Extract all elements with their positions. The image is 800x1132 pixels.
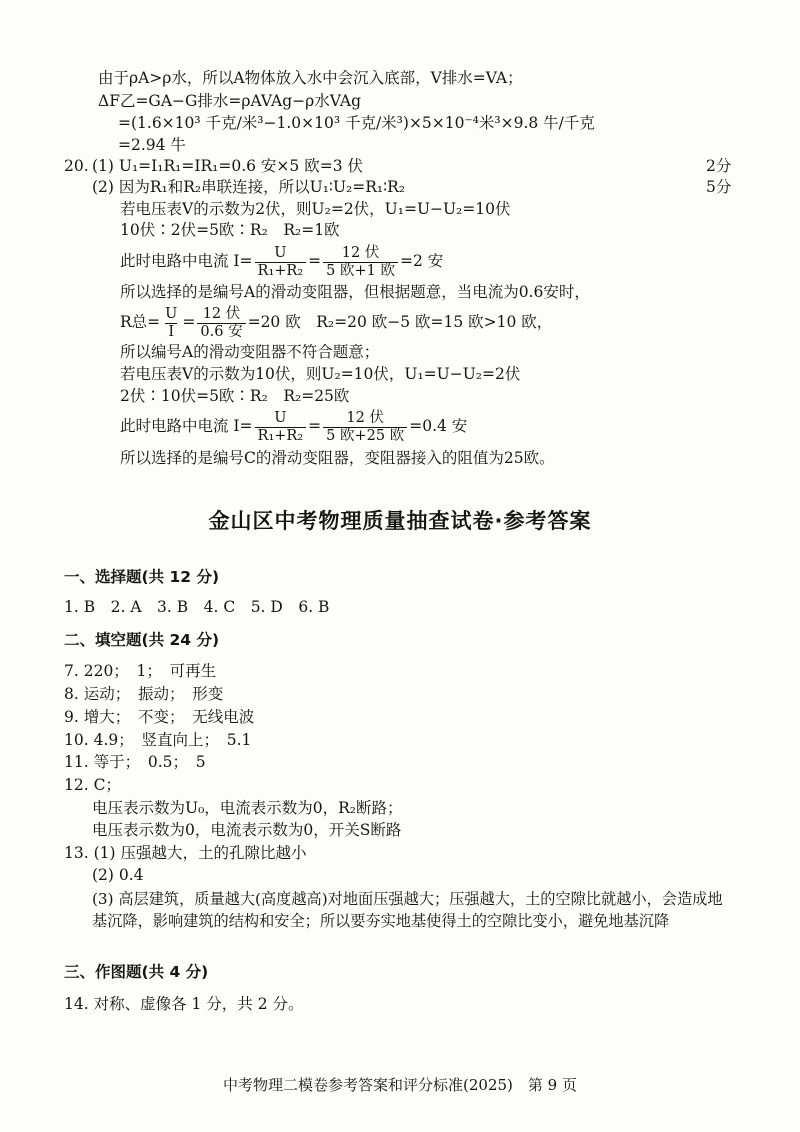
- fraction: [323, 245, 398, 280]
- fraction-numerator: U: [274, 409, 287, 426]
- text-line: (1) U₁=I₁R₁=IR₁=0.6 安×5 欧=3 伏: [92, 157, 363, 175]
- fraction-numerator: U: [274, 244, 287, 261]
- answer-line: 10. 4.9； 竖直向上； 5.1: [64, 731, 252, 749]
- formula-line: 此时电路中电流 I= $\frac{U}{\text{R₁+R₂}}$ = $\frac{\text{12 伏}}{\text{5 欧+25 欧}}$ =0.4 安: [120, 409, 468, 444]
- text-line: 由于ρA>ρ水，所以A物体放入水中会沉入底部，V排水=VA；: [98, 69, 523, 87]
- section-heading: 三、作图题(共 4 分): [64, 963, 209, 981]
- text-line: 10伏∶2伏=5欧∶R₂ R₂=1欧: [120, 221, 340, 239]
- text-line: =2.94 牛: [118, 136, 186, 154]
- text-line: 所以编号A的滑动变阻器不符合题意；: [120, 343, 380, 361]
- answer-line: 14. 对称、虚像各 1 分，共 2 分。: [64, 995, 304, 1013]
- answer-line: 8. 运动； 振动； 形变: [64, 685, 224, 703]
- answer-line: 12. C；: [64, 776, 121, 794]
- answer-line: 11. 等于； 0.5； 5: [64, 753, 206, 771]
- text-line: 所以选择的是编号C的滑动变阻器，变阻器接入的阻值为25欧。: [120, 449, 555, 467]
- fraction-numerator: 12 伏: [341, 244, 380, 261]
- fraction: [255, 245, 307, 280]
- fraction-denominator: I: [165, 323, 177, 341]
- answer-line: 1. B 2. A 3. B 4. C 5. D 6. B: [64, 598, 330, 616]
- fraction-denominator: 5 欧+25 欧: [323, 427, 407, 445]
- formula-line: 此时电路中电流 I= $\frac{U}{\text{R₁+R₂}}$ = $\frac{\text{12 伏}}{\text{5 欧+1 欧}}$ =2 安: [120, 244, 444, 279]
- fraction-denominator: 0.6 安: [197, 323, 245, 341]
- text-line: 所以选择的是编号A的滑动变阻器，但根据题意，当电流为0.6安时，: [120, 283, 590, 301]
- formula-prefix: 此时电路中电流 I=: [120, 252, 253, 270]
- section-heading: 一、选择题(共 12 分): [64, 568, 220, 586]
- fraction-denominator: R₁+R₂: [255, 427, 307, 445]
- score-label: 5分: [706, 178, 732, 196]
- answer-line: 9. 增大； 不变； 无线电波: [64, 708, 255, 726]
- answer-line: 电压表示数为U₀，电流表示数为0，R₂断路；: [92, 799, 403, 817]
- fraction-numerator: 12 伏: [346, 409, 384, 426]
- answer-line: 7. 220； 1； 可再生: [64, 662, 217, 680]
- answer-line: 电压表示数为0，电流表示数为0，开关S断路: [92, 821, 402, 839]
- fraction-numerator: U: [165, 305, 178, 322]
- section-heading: 二、填空题(共 24 分): [64, 631, 220, 649]
- fraction: [323, 410, 407, 445]
- formula-prefix: 此时电路中电流 I=: [120, 417, 253, 435]
- formula-suffix: =20 欧 R₂=20 欧−5 欧=15 欧>10 欧，: [247, 313, 553, 331]
- answer-line: (2) 0.4: [92, 866, 144, 884]
- answer-paragraph: (3) 高层建筑，质量越大(高度越高)对地面压强越大；压强越大，土的空隙比就越小，会造成地基沉降，影响建筑的结构和安全；所以要夯实地基使得土的空隙比变小，避免地基沉降: [92, 890, 723, 930]
- fraction-denominator: 5 欧+1 欧: [323, 262, 398, 280]
- question-number: 20.: [64, 157, 89, 175]
- formula-suffix: =2 安: [400, 252, 444, 270]
- formula-line: R总= $\frac{U}{I}$ = $\frac{\text{12 伏}}{\text{0.6 安}}$ =20 欧 R₂=20 欧−5 欧=15 欧>10 欧，: [120, 305, 553, 340]
- formula-suffix: =0.4 安: [409, 417, 468, 435]
- fraction: [162, 306, 180, 341]
- text-line: (2) 因为R₁和R₂串联连接，所以U₁∶U₂=R₁∶R₂: [92, 178, 406, 196]
- document-title: 金山区中考物理质量抽查试卷·参考答案: [208, 509, 592, 533]
- text-line: 若电压表V的示数为10伏，则U₂=10伏，U₁=U−U₂=2伏: [120, 365, 521, 383]
- formula-prefix: R总=: [120, 313, 161, 331]
- text-line: =(1.6×10³ 千克/米³−1.0×10³ 千克/米³)×5×10⁻⁴米³×9.8 牛/千克: [118, 114, 595, 132]
- fraction: [197, 306, 245, 341]
- text-line: 若电压表V的示数为2伏，则U₂=2伏，U₁=U−U₂=10伏: [120, 200, 511, 218]
- fraction-numerator: 12 伏: [202, 305, 241, 322]
- score-label: 2分: [706, 157, 732, 175]
- fraction: [255, 410, 307, 445]
- page-footer: 中考物理二模卷参考答案和评分标准(2025) 第 9 页: [223, 1076, 577, 1094]
- fraction-denominator: R₁+R₂: [255, 262, 307, 280]
- answer-line: 13. (1) 压强越大，土的孔隙比越小: [64, 844, 307, 862]
- text-line: 2伏∶10伏=5欧∶R₂ R₂=25欧: [120, 387, 350, 405]
- text-line: ΔF乙=GA−G排水=ρAVAg−ρ水VAg: [98, 92, 362, 110]
